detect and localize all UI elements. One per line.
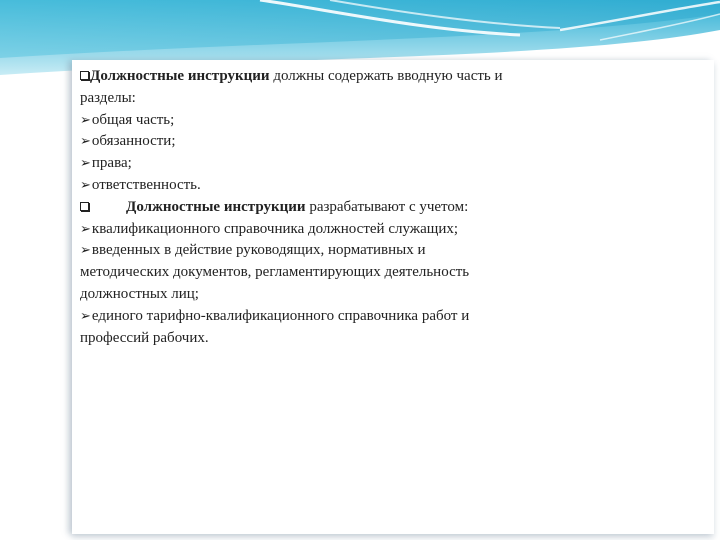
list-item-text: права;	[91, 155, 132, 172]
arrow-bullet-icon: ➢	[80, 112, 91, 128]
list-item-text: введенных в действие руководящих, нормативных и	[91, 242, 426, 259]
square-bullet-icon	[80, 71, 89, 80]
paragraph-2-bold: Должностные инструкции	[126, 198, 306, 215]
arrow-bullet-icon: ➢	[80, 177, 91, 193]
paragraph-2-text: разрабатывают с учетом:	[305, 198, 469, 215]
arrow-bullet-icon: ➢	[80, 308, 91, 324]
arrow-bullet-icon: ➢	[80, 156, 91, 172]
arrow-bullet-icon: ➢	[80, 243, 91, 259]
paragraph-2-line-1	[80, 197, 600, 219]
list-item-text: общая часть;	[91, 111, 175, 128]
list-item	[80, 153, 600, 175]
list-item-continuation: должностных лиц;	[80, 285, 199, 302]
list-item	[80, 219, 600, 241]
list-item-continuation: методических документов, регламентирующих деятельность	[80, 264, 470, 281]
arrow-bullet-icon: ➢	[80, 221, 91, 237]
list-item	[80, 240, 600, 262]
paragraph-1-text: должны содержать вводную часть и	[269, 68, 503, 84]
arrow-bullet-icon: ➢	[80, 134, 91, 150]
list-item	[80, 175, 600, 197]
list-item-text: обязанности;	[91, 133, 176, 150]
list-item	[80, 306, 600, 328]
slide-body	[80, 66, 600, 349]
paragraph-1-line-2: разделы:	[80, 89, 136, 106]
square-bullet-icon	[80, 202, 89, 211]
list-item-text: квалификационного справочника должностей служащих;	[91, 220, 459, 237]
list-item-continuation: профессий рабочих.	[80, 329, 209, 346]
paragraph-1-line-1	[80, 66, 600, 88]
list-item	[80, 131, 600, 153]
list-item-text: ответственность.	[91, 176, 201, 193]
list-item	[80, 110, 600, 132]
paragraph-1-bold: Должностные инструкции	[90, 68, 270, 84]
list-item-text: единого тарифно-квалификационного справочника работ и	[91, 307, 470, 324]
